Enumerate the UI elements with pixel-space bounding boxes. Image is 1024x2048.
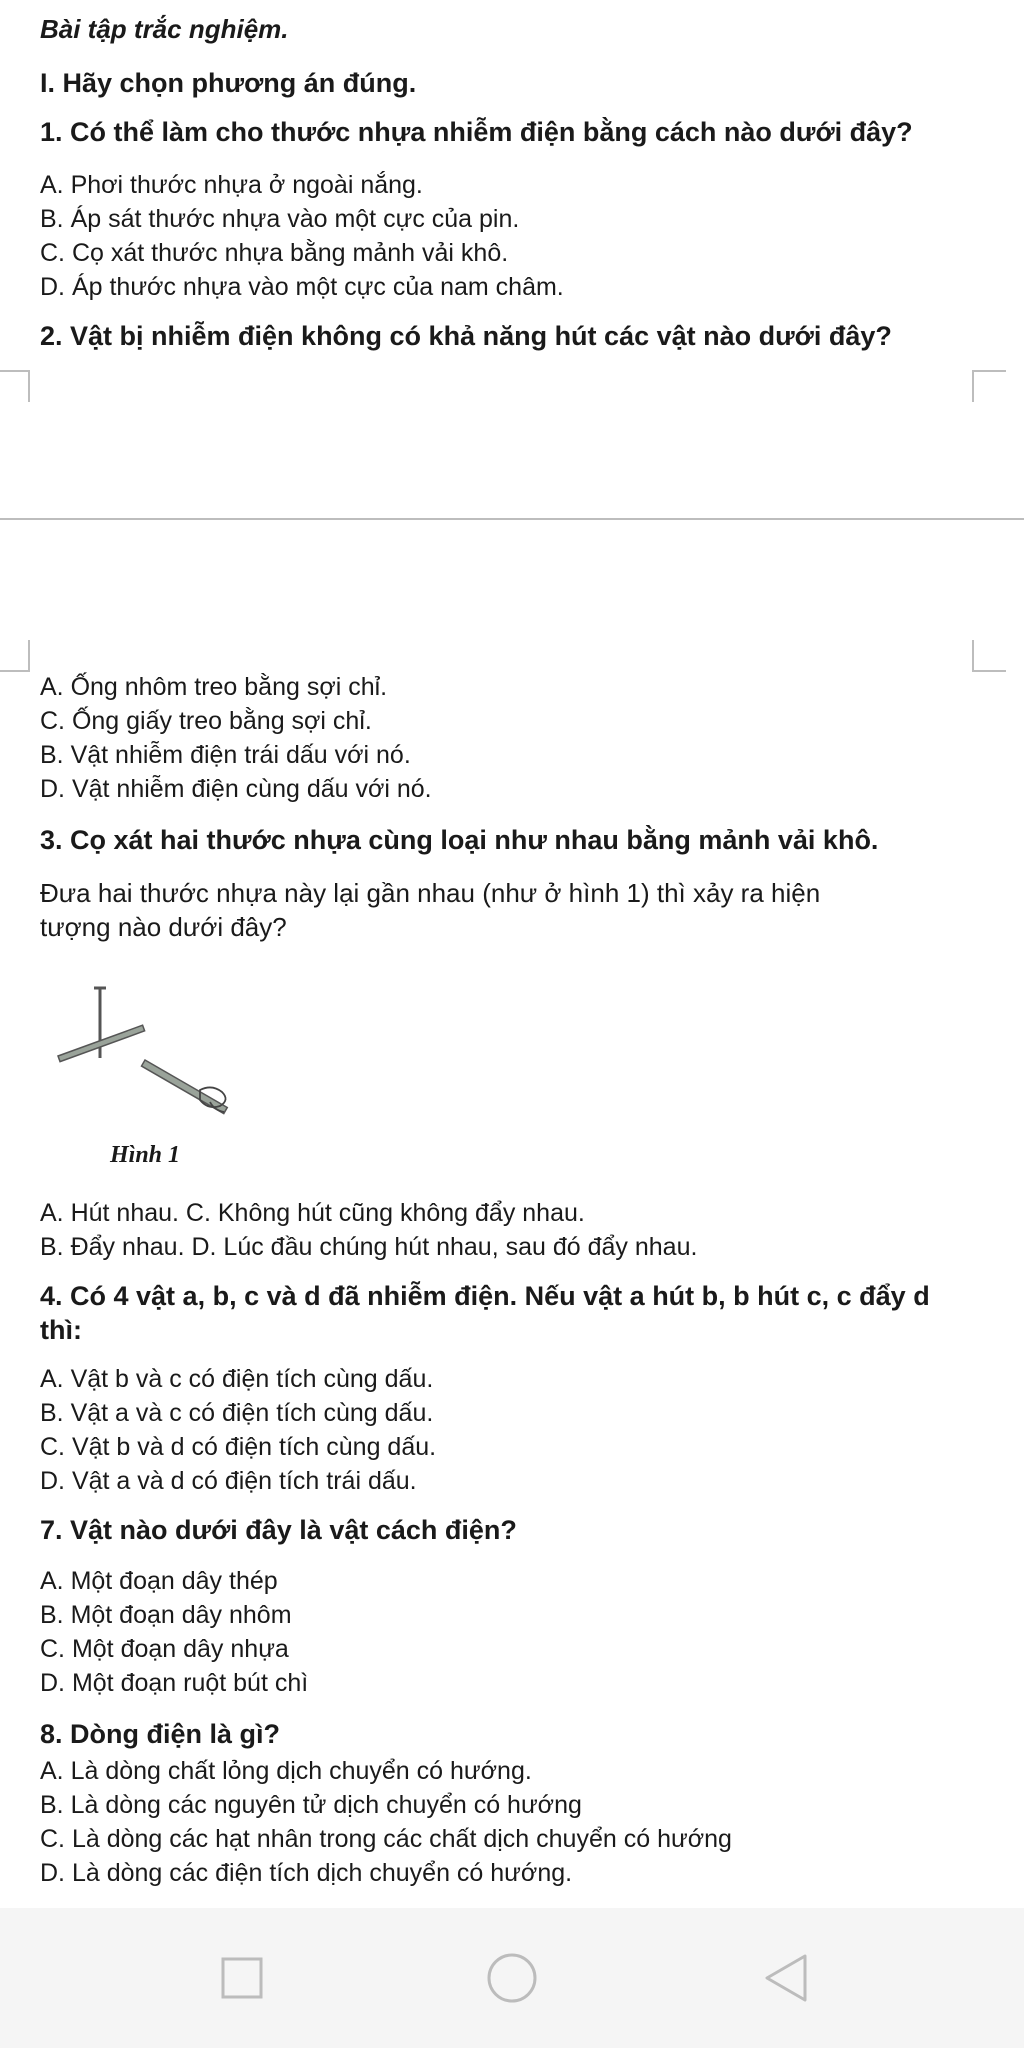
hand-ruler — [142, 1060, 228, 1114]
navigation-bar — [0, 1908, 1024, 2048]
back-button[interactable] — [756, 1948, 816, 2008]
page-break-area — [0, 360, 1024, 680]
page-corner-mark — [972, 640, 1006, 672]
option-1d: D. Áp thước nhựa vào một cực của nam châm. — [40, 273, 564, 301]
question-8: 8. Dòng điện là gì? — [40, 1719, 281, 1749]
option-8b: B. Là dòng các nguyên tử dịch chuyển có hướng — [40, 1791, 582, 1819]
page-corner-mark — [0, 640, 30, 672]
option-8a: A. Là dòng chất lỏng dịch chuyển có hướng. — [40, 1757, 532, 1785]
hanging-ruler — [58, 988, 145, 1062]
option-7c: C. Một đoạn dây nhựa — [40, 1635, 289, 1663]
question-4-options — [40, 1362, 436, 1498]
page-corner-mark — [0, 370, 30, 402]
recents-button[interactable] — [212, 1948, 272, 2008]
question-7: 7. Vật nào dưới đây là vật cách điện? — [40, 1515, 517, 1545]
option-3-line2: B. Đẩy nhau. D. Lúc đầu chúng hút nhau, sau đó đẩy nhau. — [40, 1233, 698, 1261]
figure-rulers — [50, 980, 250, 1120]
option-7b: B. Một đoạn dây nhôm — [40, 1601, 292, 1629]
circle-icon — [485, 1951, 539, 2005]
question-1: 1. Có thể làm cho thước nhựa nhiễm điện bằng cách nào dưới đây? — [40, 117, 913, 147]
option-3-line1: A. Hút nhau. C. Không hút cũng không đẩy nhau. — [40, 1199, 585, 1227]
option-4d: D. Vật a và d có điện tích trái dấu. — [40, 1467, 417, 1495]
option-2a: A. Ống nhôm treo bằng sợi chỉ. — [40, 673, 388, 701]
question-3-text-line2: tượng nào dưới đây? — [40, 912, 287, 942]
question-4-line1: 4. Có 4 vật a, b, c và d đã nhiễm điện. Nếu vật a hút b, b hút c, c đẩy d — [40, 1281, 930, 1311]
figure-caption: Hình 1 — [110, 1142, 181, 1168]
question-2-options — [40, 670, 432, 806]
section-heading: I. Hãy chọn phương án đúng. — [40, 68, 417, 98]
option-2d: D. Vật nhiễm điện cùng dấu với nó. — [40, 775, 432, 803]
page-divider — [0, 518, 1024, 520]
question-4-line2: thì: — [40, 1315, 82, 1345]
question-8-options — [40, 1754, 732, 1890]
option-4a: A. Vật b và c có điện tích cùng dấu. — [40, 1365, 434, 1393]
option-2b: B. Vật nhiễm điện trái dấu với nó. — [40, 741, 411, 769]
question-3-text-line1: Đưa hai thước nhựa này lại gần nhau (như ở hình 1) thì xảy ra hiện — [40, 878, 821, 908]
option-8c: C. Là dòng các hạt nhân trong các chất dịch chuyển có hướng — [40, 1825, 732, 1853]
question-3: 3. Cọ xát hai thước nhựa cùng loại như nhau bằng mảnh vải khô. — [40, 825, 879, 855]
option-4b: B. Vật a và c có điện tích cùng dấu. — [40, 1399, 434, 1427]
question-3-options — [40, 1196, 697, 1264]
question-7-options — [40, 1564, 308, 1700]
question-1-options — [40, 168, 564, 304]
option-1c: C. Cọ xát thước nhựa bằng mảnh vải khô. — [40, 239, 509, 267]
option-8d: D. Là dòng các điện tích dịch chuyển có hướng. — [40, 1859, 573, 1887]
option-1b: B. Áp sát thước nhựa vào một cực của pin. — [40, 205, 520, 233]
home-button[interactable] — [482, 1948, 542, 2008]
option-4c: C. Vật b và d có điện tích cùng dấu. — [40, 1433, 437, 1461]
option-7a: A. Một đoạn dây thép — [40, 1567, 278, 1595]
square-icon — [220, 1956, 264, 2000]
option-2c: C. Ống giấy treo bằng sợi chỉ. — [40, 707, 372, 735]
page-corner-mark — [972, 370, 1006, 402]
option-1a: A. Phơi thước nhựa ở ngoài nắng. — [40, 171, 423, 199]
question-2: 2. Vật bị nhiễm điện không có khả năng hút các vật nào dưới đây? — [40, 321, 892, 351]
option-7d: D. Một đoạn ruột bút chì — [40, 1669, 309, 1697]
triangle-back-icon — [761, 1953, 811, 2003]
page-title: Bài tập trắc nghiệm. — [40, 14, 289, 44]
